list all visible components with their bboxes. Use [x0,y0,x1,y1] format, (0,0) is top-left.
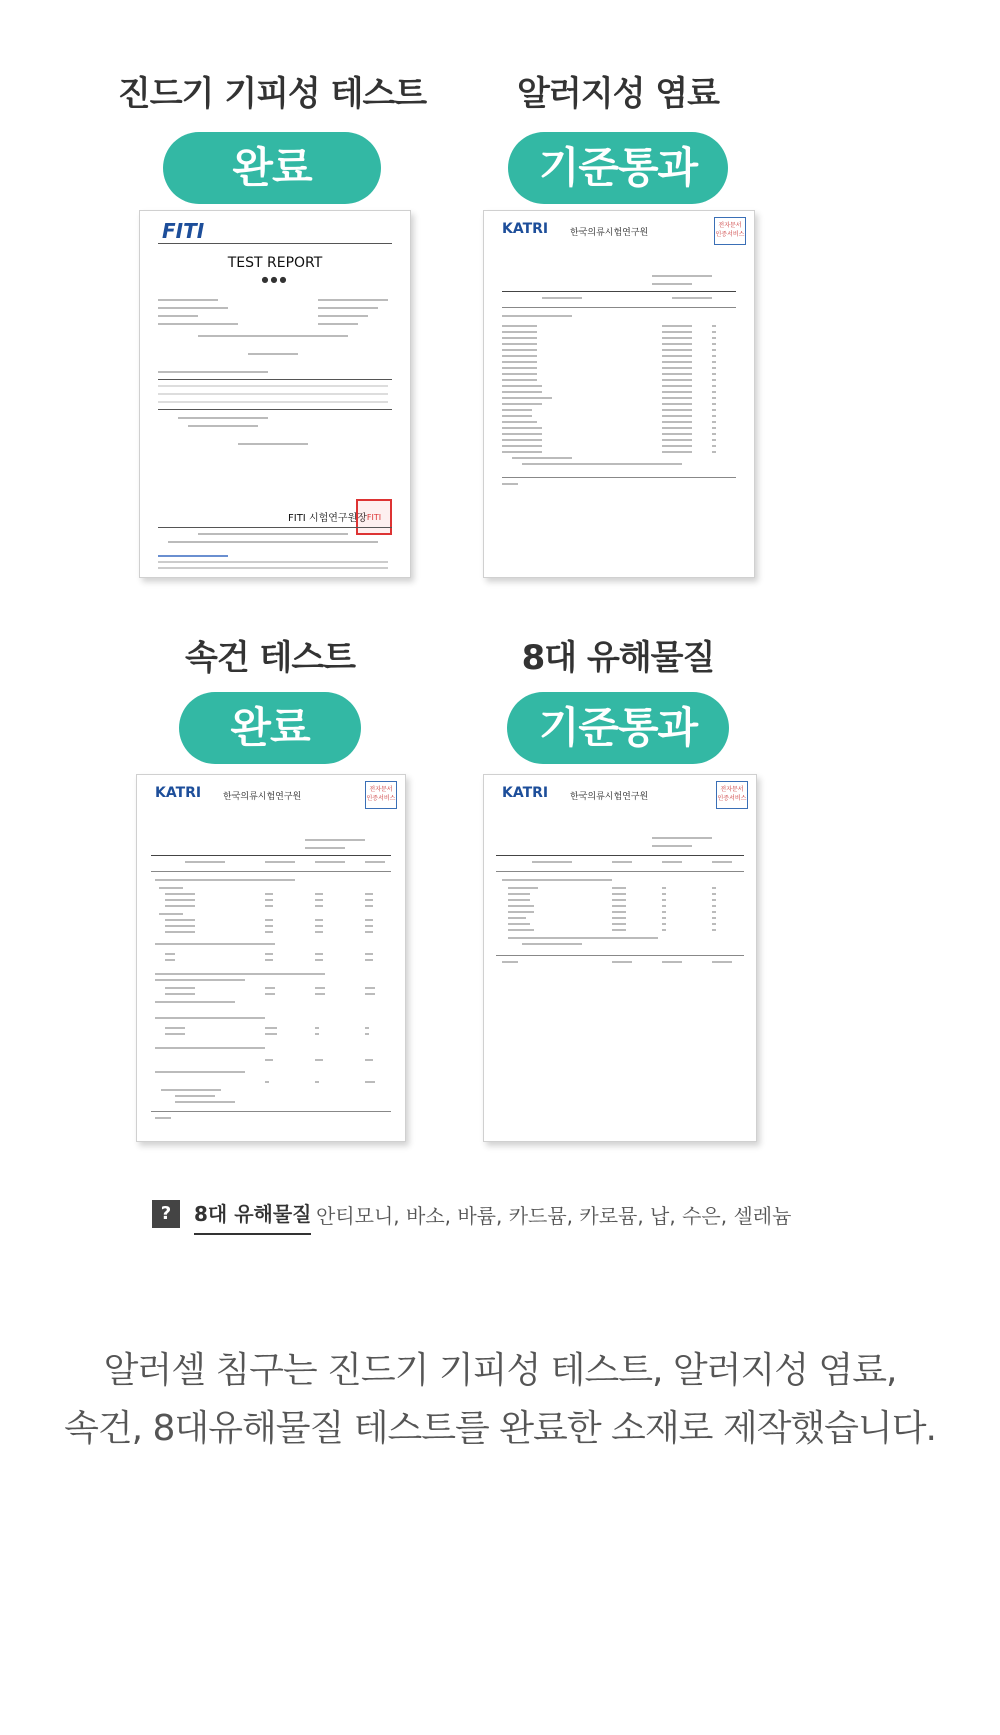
katri-name: 한국의류시험연구원 [570,792,649,802]
section-hazardous-substances [428,636,808,764]
summary-text [0,1342,1000,1458]
section-allergy-dye [428,72,808,204]
official-seal: FITI [356,499,392,535]
katri-hazardous-report-image [483,774,757,1142]
section-mite-test [82,72,462,204]
summary-line-2: 속건, 8대유해물질 테스트를 완료한 소재로 제작했습니다. [64,1408,936,1449]
e-document-badge: 전자문서 인증서비스 [365,781,397,809]
section-title: 알러지성 염료 [517,74,719,114]
section-quick-dry [80,636,460,764]
e-document-badge: 전자문서 인증서비스 [714,217,746,245]
section-title: 8대 유해물질 [521,638,715,678]
signature: FITI 시험연구원장 [288,513,367,524]
katri-allergy-report-image [483,210,755,578]
katri-name: 한국의류시험연구원 [223,792,302,802]
section-title: 진드기 기피성 테스트 [117,74,427,114]
note-text: 안티모니, 바소, 바륨, 카드뮴, 카로뮴, 납, 수은, 셀레늄 [316,1204,792,1228]
fiti-test-report-image [139,210,411,578]
katri-name: 한국의류시험연구원 [570,228,649,238]
report-dots: ●●● [261,275,289,284]
status-badge: 완료 [163,132,381,204]
katri-logo: KATRI [155,785,202,801]
fiti-logo: FITI [162,219,205,243]
section-title: 속건 테스트 [184,638,356,678]
katri-logo: KATRI [502,221,549,237]
status-badge: 기준통과 [507,692,729,764]
katri-logo: KATRI [502,785,549,801]
status-badge: 완료 [179,692,361,764]
question-icon: ? [152,1200,180,1228]
report-title: TEST REPORT [227,255,323,271]
hazardous-substances-note [152,1192,852,1240]
note-title: 8대 유해물질 [194,1198,311,1235]
e-document-badge: 전자문서 인증서비스 [716,781,748,809]
summary-line-1: 알러셀 침구는 진드기 기피성 테스트, 알러지성 염료, [103,1350,897,1391]
katri-quick-dry-report-image [136,774,406,1142]
status-badge: 기준통과 [508,132,728,204]
